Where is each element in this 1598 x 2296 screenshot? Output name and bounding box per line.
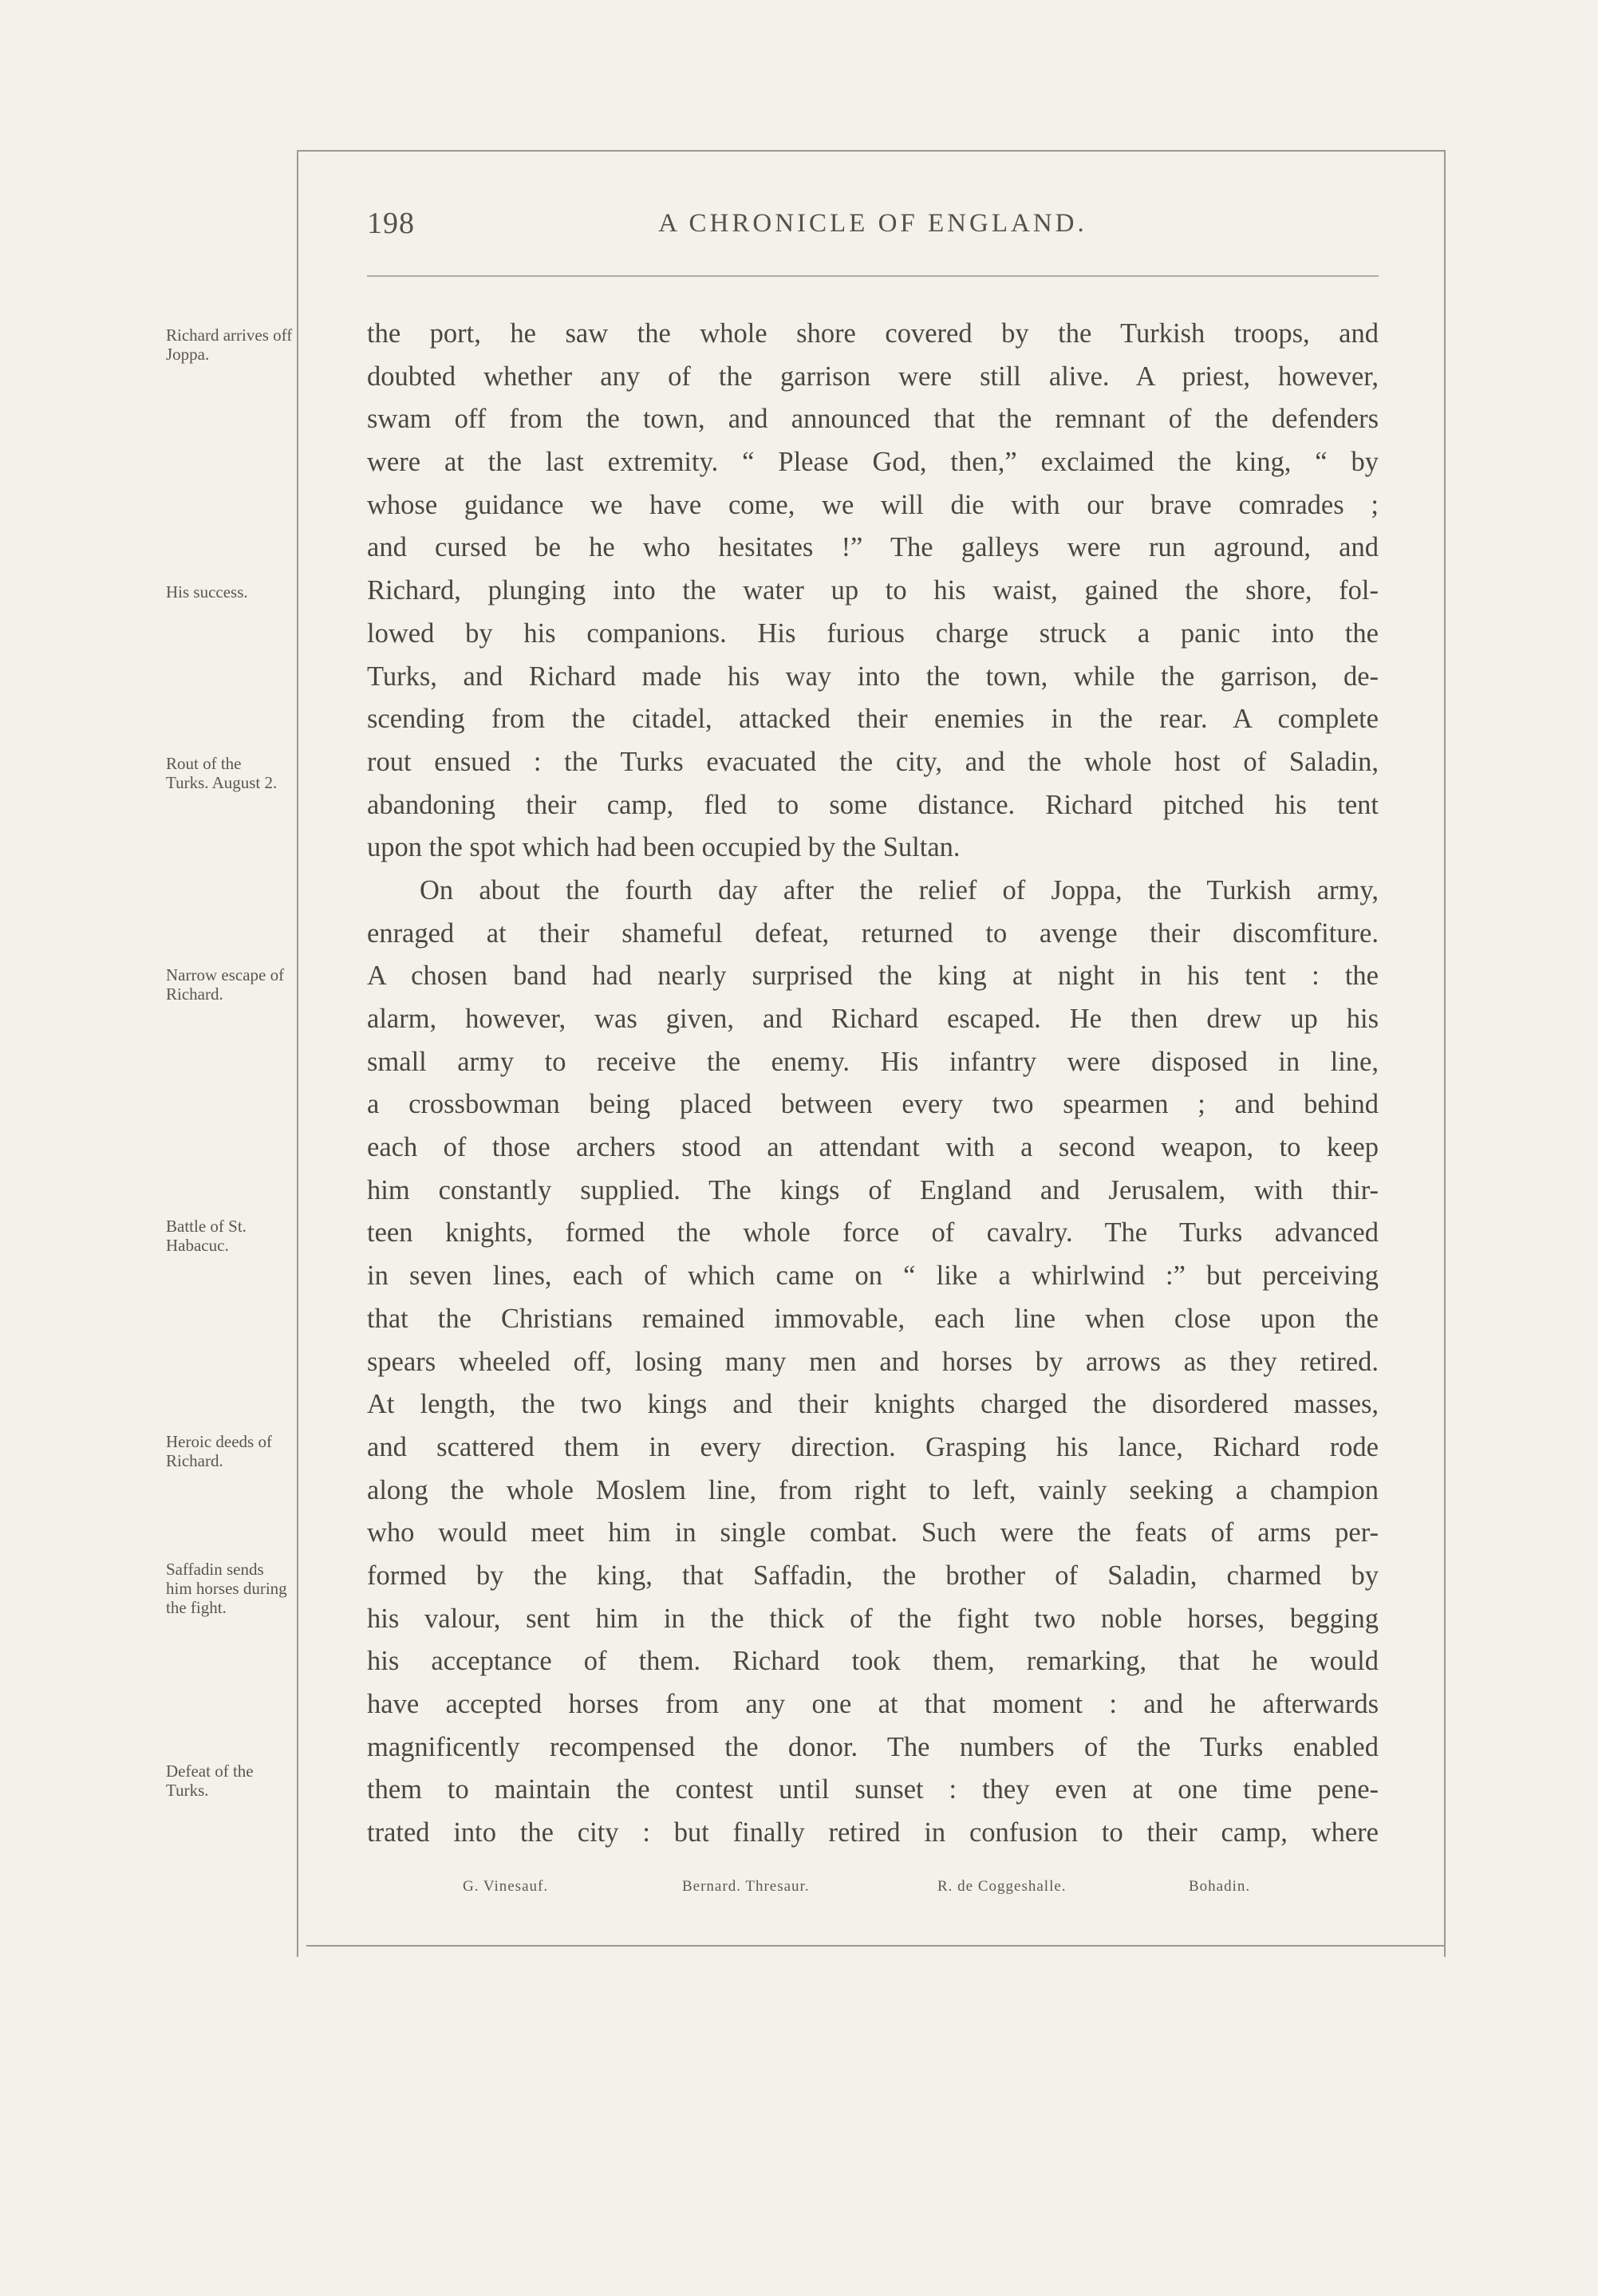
text-line: Richard, plunging into the water up to his waist, gained the shore, fol-	[367, 575, 1379, 606]
text-line: Turks, and Richard made his way into the town, while the garrison, de-	[367, 661, 1379, 692]
frame-top-border	[297, 150, 1446, 152]
text-line: spears wheeled off, losing many men and horses by arrows as they retired.	[367, 1346, 1379, 1377]
header-rule	[367, 275, 1379, 277]
text-line: small army to receive the enemy. His infantry were disposed in line,	[367, 1046, 1379, 1077]
text-line: swam off from the town, and announced that the remnant of the defenders	[367, 404, 1379, 435]
page-header	[367, 206, 1379, 246]
text-line: have accepted horses from any one at that moment : and he afterwards	[367, 1689, 1379, 1719]
source-coggeshalle: R. de Coggeshalle.	[937, 1878, 1067, 1895]
text-line: On about the fourth day after the relief of Joppa, the Turkish army,	[420, 874, 1379, 905]
source-bohadin: Bohadin.	[1189, 1878, 1251, 1895]
text-line: trated into the city : but finally retired in confusion to their camp, where	[367, 1817, 1379, 1848]
text-line: upon the spot which had been occupied by the Sultan.	[367, 832, 961, 863]
text-line: and scattered them in every direction. Grasping his lance, Richard rode	[367, 1431, 1379, 1462]
text-line: teen knights, formed the whole force of cavalry. The Turks advanced	[367, 1217, 1379, 1249]
text-line: each of those archers stood an attendant with a second weapon, to keep	[367, 1132, 1379, 1163]
text-line: scending from the citadel, attacked their enemies in the rear. A complete	[367, 704, 1379, 735]
text-line: formed by the king, that Saffadin, the brother of Saladin, charmed by	[367, 1560, 1379, 1591]
margin-note-narrow-escape: Narrow escape of Richard.	[166, 965, 285, 1004]
text-line: magnificently recompensed the donor. The numbers of the Turks enabled	[367, 1731, 1379, 1762]
running-title: A CHRONICLE OF ENGLAND.	[658, 209, 1087, 238]
source-bernard-thresaur: Bernard. Thresaur.	[682, 1878, 810, 1895]
footer-sources	[367, 1878, 1379, 1902]
text-line: At length, the two kings and their knights charged the disordered masses,	[367, 1389, 1379, 1420]
margin-note-his-success: His success.	[166, 582, 248, 602]
text-line: doubted whether any of the garrison were still alive. A priest, however,	[367, 361, 1379, 392]
text-line: lowed by his companions. His furious charge struck a panic into the	[367, 617, 1379, 649]
source-vinesauf: G. Vinesauf.	[463, 1878, 549, 1895]
frame-bottom-border	[306, 1945, 1446, 1947]
text-line: abandoning their camp, fled to some distance. Richard pitched his tent	[367, 789, 1379, 820]
text-line: enraged at their shameful defeat, returned to avenge their discomfiture.	[367, 917, 1379, 949]
text-line: rout ensued : the Turks evacuated the city, and the whole host of Saladin,	[367, 746, 1379, 777]
text-line: along the whole Moslem line, from right to left, vainly seeking a champion	[367, 1474, 1379, 1505]
text-line: that the Christians remained immovable, each line when close upon the	[367, 1303, 1379, 1334]
text-line: alarm, however, was given, and Richard escaped. He then drew up his	[367, 1004, 1379, 1034]
margin-note-heroic-deeds: Heroic deeds of Richard.	[166, 1432, 272, 1470]
margin-note-defeat-of-turks: Defeat of the Turks.	[166, 1761, 254, 1800]
text-line: whose guidance we have come, we will die with our brave comrades ;	[367, 489, 1379, 520]
text-line: him constantly supplied. The kings of England and Jerusalem, with thir-	[367, 1174, 1379, 1205]
frame-left-border	[297, 150, 298, 1957]
text-line: were at the last extremity. “ Please God, then,” exclaimed the king, “ by	[367, 447, 1379, 478]
margin-note-battle-habacuc: Battle of St. Habacuc.	[166, 1217, 247, 1255]
text-line: A chosen band had nearly surprised the king at night in his tent : the	[367, 961, 1379, 992]
text-line: them to maintain the contest until sunset : they even at one time pene-	[367, 1774, 1379, 1805]
text-line: and cursed be he who hesitates !” The galleys were run aground, and	[367, 532, 1379, 563]
margin-note-richard-arrives: Richard arrives off Joppa.	[166, 325, 293, 364]
text-line: his valour, sent him in the thick of the fight two noble horses, begging	[367, 1603, 1379, 1634]
text-line: the port, he saw the whole shore covered by the Turkish troops, and	[367, 318, 1379, 349]
margin-note-saffadin-horses: Saffadin sends him horses during the fight.	[166, 1560, 287, 1617]
text-line: a crossbowman being placed between every two spearmen ; and behind	[367, 1089, 1379, 1120]
text-line: in seven lines, each of which came on “ like a whirlwind :” but perceiving	[367, 1260, 1379, 1292]
text-line: his acceptance of them. Richard took them, remarking, that he would	[367, 1646, 1379, 1677]
margin-note-rout-of-turks: Rout of the Turks. August 2.	[166, 754, 278, 792]
page-number: 198	[367, 207, 415, 240]
body-text	[367, 313, 1379, 1855]
frame-right-border	[1444, 150, 1446, 1957]
text-line: who would meet him in single combat. Such were the feats of arms per-	[367, 1517, 1379, 1548]
